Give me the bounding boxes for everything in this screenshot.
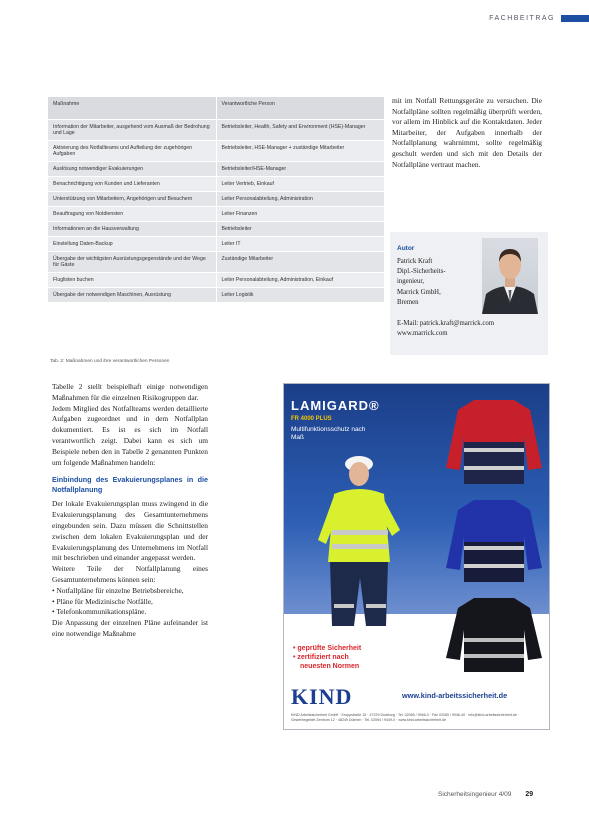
table-cell: Leiter Personalabteilung, Administration, Einkauf	[216, 273, 384, 288]
table-cell: Beauftragung von Notdiensten	[48, 207, 216, 222]
bullet-list	[52, 586, 208, 618]
author-line: ingenieur,	[397, 278, 425, 286]
table-cell: Unterstützung von Mitarbeitern, Angehörigen und Besuchern	[48, 192, 216, 207]
table-row	[48, 273, 384, 288]
table-cell: Informationen an die Hausverwaltung	[48, 222, 216, 237]
table-cell: Leiter IT	[216, 237, 384, 252]
table-cell: Leiter Logistik	[216, 288, 384, 303]
table-cell: Einstellung Daten-Backup	[48, 237, 216, 252]
page-number: 29	[525, 791, 534, 798]
table-cell: Information der Mitarbeiter, ausgehend vom Ausmaß der Bedrohung und Lage	[48, 120, 216, 141]
paragraph: Die Anpassung der einzelnen Pläne aufeinander ist eine notwendige Maßnahme	[52, 618, 208, 638]
author-photo	[482, 238, 538, 314]
table-row	[48, 222, 384, 237]
ad-fine-print: KIND Arbeitssicherheit GmbH · Kruppstraße 15 · 47229 Duisburg · Tel. 02065 / 9946-0 · Fax 02065 / 9946-40 · info@kind-arbeitssicherheit.de · Gewerbegebiet Zentrum 12 · 48249 Dülmen · Tel. 02594 / 9449-0 · www.kind-arbeitssicherheit.de	[291, 713, 519, 722]
ad-website-link[interactable]: www.kind-arbeitssicherheit.de	[402, 691, 508, 700]
table-cell: Betriebsleiter	[216, 222, 384, 237]
author-line: Patrick Kraft	[397, 258, 433, 265]
list-item: • Telefonkommunikationspläne.	[59, 607, 208, 618]
page-footer	[438, 791, 533, 798]
ad-brand: LAMIGARD®	[291, 398, 380, 413]
magazine-name: Sicherheitsingenieur 4/09	[438, 791, 512, 798]
right-column-text: mit im Notfall Rettungsgeräte zu versuchen. Die Notfallpläne sollten regelmäßig überprüft werden, vor allem im Hinblick auf die Kontaktdaten. Jeder Mitarbeiter, der Aufgaben innerhalb der Notfallplanung wahrnimmt, sollte regelmäßig geschult werden und sich mit den Details der Notfallpläne vertraut machen.	[392, 96, 542, 169]
table-cell: Betriebsleiter, Health, Safety and Environment (HSE)-Manager	[216, 120, 384, 141]
measures-table	[48, 96, 384, 302]
ad-bullets	[293, 644, 361, 671]
author-contact	[397, 319, 547, 339]
table-cell: Leiter Finanzen	[216, 207, 384, 222]
ad-bullet: • zertifiziert nach	[293, 654, 349, 661]
table-cell: Fluglisten buchen	[48, 273, 216, 288]
table-cell: Aktivierung des Notfallteams und Aufteilung der zugehörigen Aufgaben	[48, 141, 216, 162]
black-jacket-icon	[444, 594, 544, 674]
section-header	[489, 12, 589, 24]
author-portrait-icon	[482, 238, 538, 314]
author-website: www.marrick.com	[397, 330, 448, 338]
table-cell: Benachrichtigung von Kunden und Lieferanten	[48, 177, 216, 192]
author-line: Dipl.-Sicherheits-	[397, 268, 446, 276]
table-cell: Zuständige Mitarbeiter	[216, 252, 384, 273]
table-row	[48, 237, 384, 252]
blue-jacket-icon	[444, 496, 544, 584]
list-item: • Pläne für Medizinische Notfälle,	[59, 597, 208, 608]
author-details	[397, 257, 479, 308]
paragraph: Tabelle 2 stellt beispielhaft einige notwendigen Maßnahmen für die einzelnen Risikogruppen dar.	[52, 382, 208, 402]
table-header-row	[48, 97, 384, 120]
paragraph: Jedem Mitglied des Notfallteams werden detaillierte Aufgaben zugeordnet und in dem Notfallplan dokumentiert. Es ist es sich im Notfall verantwortlich zeigt. Dabei kann es sich um Beispiele neben den in Tabelle 2 genannten Punkten um folgende Maßnahmen handeln:	[52, 403, 208, 467]
table-row	[48, 162, 384, 177]
author-box	[390, 232, 548, 355]
section-heading: Einbindung des Evakuierungsplanes in die Notfallplanung	[52, 475, 208, 495]
table-cell: Übergabe der wichtigsten Ausrüstungsgegenstände und der Wege für Gäste	[48, 252, 216, 273]
author-line: Marrick GmbH,	[397, 288, 441, 296]
table-row	[48, 177, 384, 192]
paragraph: Der lokale Evakuierungsplan muss zwingend in die Evakuierungsplanung des Gesamtunternehmens eingebunden sein. Dazu müssen die Schnittstellen zwischen dem lokalen Evakuierungsplan und der Evakuierungsplanung des Unternehmens im Notfall mit beschrieben und einander angepasst werden.	[52, 499, 208, 563]
paragraph: Weitere Teile der Notfallplanung eines Gesamtunternehmens können sein:	[52, 564, 208, 584]
table-cell: Übergabe der notwendigen Maschinen, Ausrüstung	[48, 288, 216, 303]
ad-tagline: Multifunktionsschutz nach Maß	[291, 426, 366, 441]
table-header-cell: Maßnahme	[48, 97, 216, 120]
ad-model: FR 4000 PLUS	[291, 416, 332, 422]
red-jacket-icon	[444, 396, 544, 486]
table-row	[48, 141, 384, 162]
ad-bullet: neuesten Normen	[300, 663, 360, 670]
table-cell: Betriebsleiter, HSE-Manager + zuständige Mitarbeiter	[216, 141, 384, 162]
table-row	[48, 192, 384, 207]
table-row	[48, 288, 384, 303]
table-header-cell: Verantwortliche Person	[216, 97, 384, 120]
table-cell: Betriebsleiter/HSE-Manager	[216, 162, 384, 177]
ad-company-logo: KIND	[291, 684, 353, 709]
author-title: Autor	[397, 245, 415, 252]
table-row	[48, 207, 384, 222]
table-row	[48, 120, 384, 141]
table-cell: Auslösung notwendiger Evakuierungen	[48, 162, 216, 177]
ad-bullet: • geprüfte Sicherheit	[293, 645, 362, 652]
advertisement[interactable]	[283, 383, 550, 730]
section-bar	[561, 15, 589, 22]
author-email: E-Mail: patrick.kraft@marrick.com	[397, 320, 495, 327]
section-label: FACHBEITRAG	[489, 14, 555, 22]
left-column-text	[52, 382, 208, 640]
table-cell: Leiter Personalabteilung, Administration	[216, 192, 384, 207]
table-caption: Tab. 2: Maßnahmen und ihre verantwortlichen Personen	[50, 359, 170, 364]
table-row	[48, 252, 384, 273]
list-item: • Notfallpläne für einzelne Betriebsbereiche,	[59, 586, 208, 597]
worker-figure-icon	[304, 444, 414, 634]
table-cell: Leiter Vertrieb, Einkauf	[216, 177, 384, 192]
author-line: Bremen	[397, 298, 419, 306]
